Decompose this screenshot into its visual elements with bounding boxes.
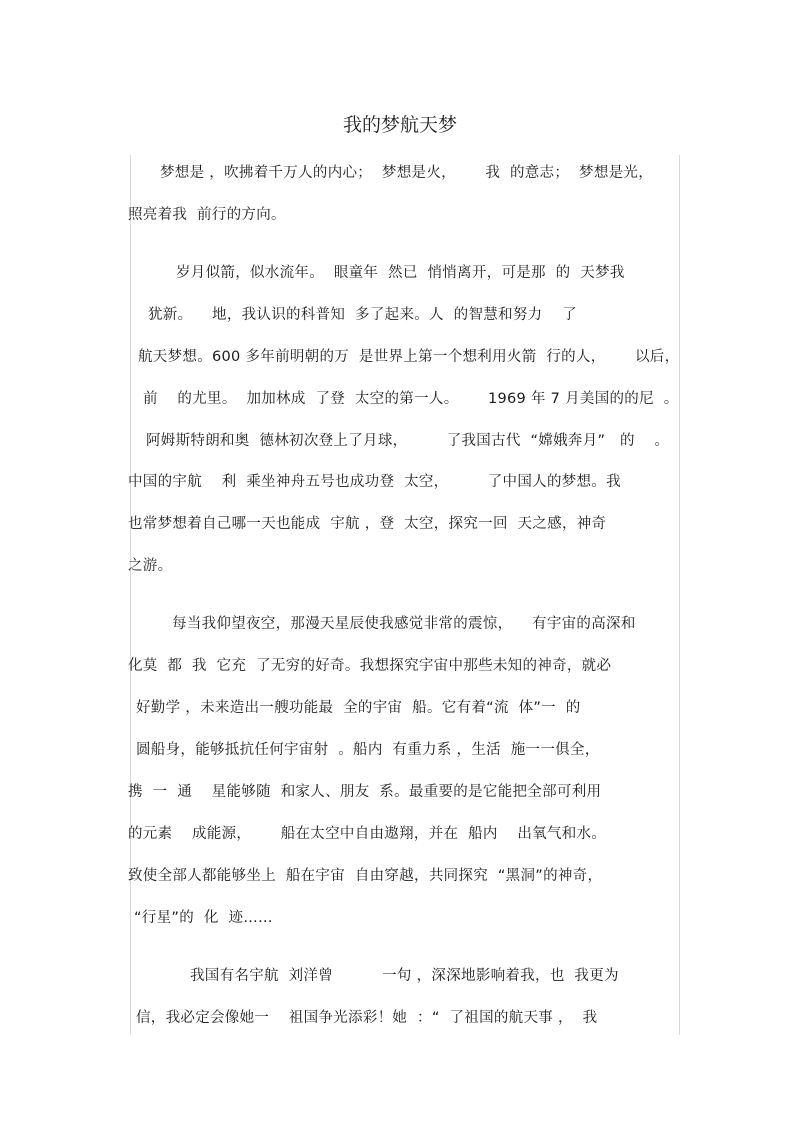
paragraph-2-line-7: 也常梦想着自己哪一天也能成 宇航 ，登 太空，探究一回 天之感，神奇 [128,516,607,532]
paragraph-4-line-1: 我国有名宇航 刘洋曾 一句 ，深深地影响着我，也 我更为 [190,968,619,984]
paragraph-1-line-1: 梦想是 ，吹拂着千万人的内心； 梦想是火， 我 的意志； 梦想是光， [160,165,654,181]
paragraph-2-line-4: 前 的尤里。 加加林成 了登 太空的第一人。 1969 年 7 月美国的的尼 。 [143,391,679,407]
paragraph-2-line-3: 航天梦想。600 多年前明朝的万 是世界上第一个想利用火箭 行的人， 以后， [138,349,680,365]
paragraph-2-line-5: 阿姆斯特朗和奥 德林初次登上了月球， 了我国古代 “嫦娥奔月” 的 。 [146,433,670,449]
paragraph-3-line-2: 化莫 都 我 它充 了无穷的好奇。我想探究宇宙中那些未知的神奇，就必 [128,658,612,674]
paragraph-2-line-6: 中国的宇航 利 乘坐神舟五号也成功登 太空， 了中国人的梦想。我 [128,474,621,490]
paragraph-3-line-1: 每当我仰望夜空，那漫天星辰使我感觉非常的震惊， 有宇宙的高深和 [172,616,636,632]
paragraph-4-line-2: 信，我必定会像她一 祖国争光添彩！她 ：“ 了祖国的航天事 ， 我 [136,1010,598,1026]
paragraph-3-line-7: 致使全部人都能够坐上 船在宇宙 自由穿越，共同探究 “黑洞”的神奇， [128,868,603,884]
right-margin-rule [679,155,680,1035]
paragraph-3-line-6: 的元素 成能源， 船在太空中自由遨翔，并在 船内 出氧气和水。 [128,826,607,842]
paragraph-2-line-1: 岁月似箭，似水流年。 眼童年 然已 悄悄离开，可是那 的 天梦我 [176,265,625,281]
paragraph-3-line-4: 圆船身，能够抵抗任何宇宙射 。船内 有重力系 ，生活 施一一俱全， [136,742,600,758]
paragraph-3-line-5: 携 一 通 星能够随 和家人、朋友 系。最重要的是它能把全部可利用 [128,784,602,800]
paragraph-3-line-8: “行星”的 化 迹…… [134,910,273,926]
left-margin-rule [130,155,131,1035]
paragraph-2-line-2: 犹新。 地，我认识的科普知 多了起来。人 的智慧和努力 了 [148,307,577,323]
paragraph-1-line-2: 照亮着我 前行的方向。 [128,207,286,223]
paragraph-3-line-3: 好勤学 ，未来造出一艘功能最 全的宇宙 船。它有着“流 体”一 的 [136,700,581,716]
document-title: 我的梦航天梦 [342,114,457,136]
paragraph-2-line-8: 之游。 [128,558,173,574]
